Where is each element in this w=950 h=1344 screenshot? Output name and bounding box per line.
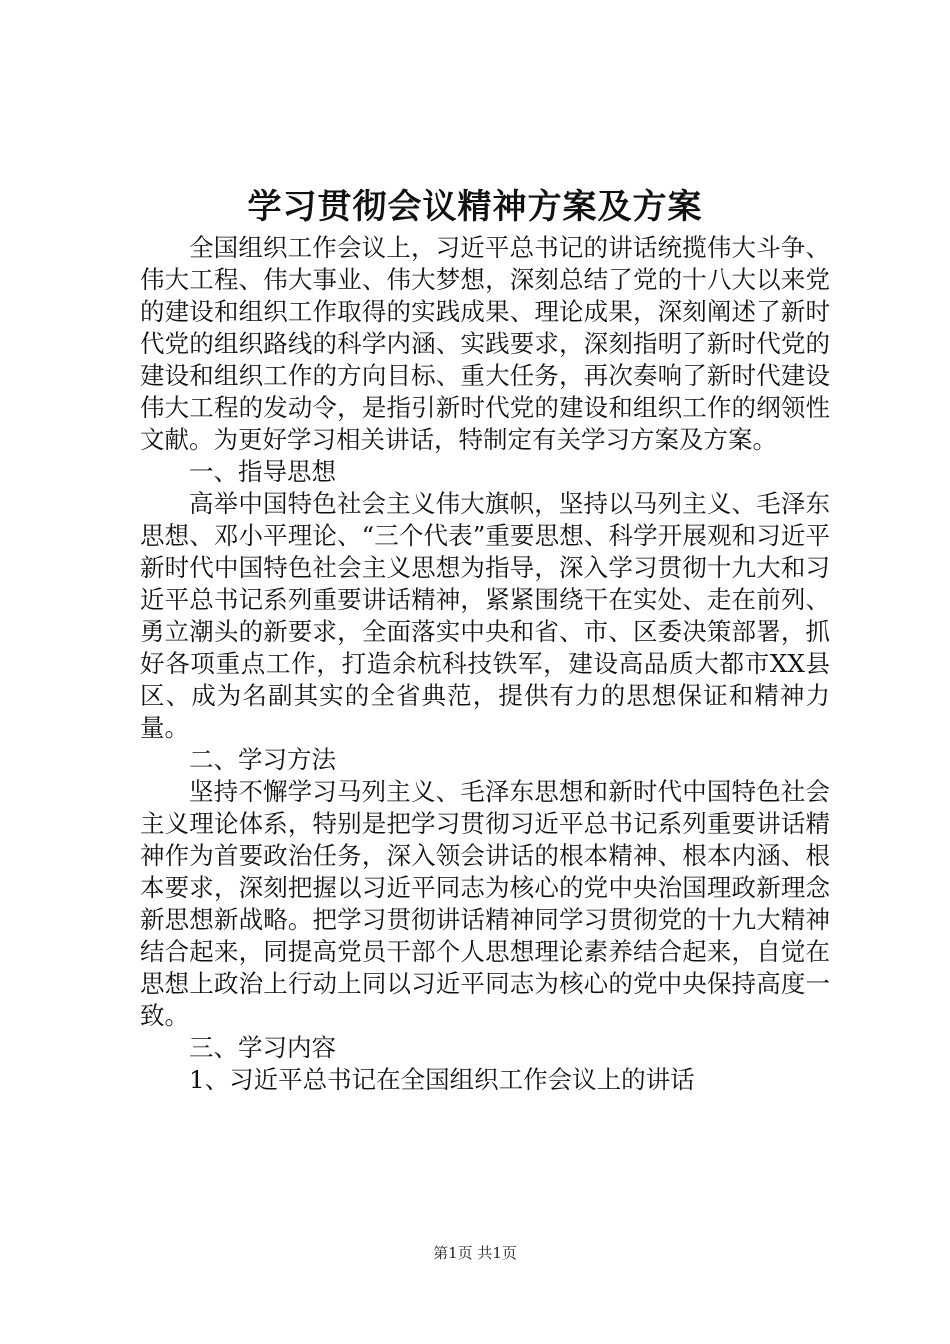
section-heading-guiding-ideology: 一、指导思想 [189,457,336,486]
study-method-paragraph: 坚持不懈学习马列主义、毛泽东思想和新时代中国特色社会主义理论体系，特别是把学习贯彻习近平总书记系列重要讲话精神作为首要政治任务，深入领会讲话的根本精神、根本内涵、根本要求，深刻把握以习近平同志为核心的党中央治国理政新理念新思想新战略。把学习贯彻讲话精神同学习贯彻党的十九大精神结合起来，同提高党员干部个人思想理论素养结合起来，自觉在思想上政治上行动上同以习近平同志为核心的党中央保持高度一致。 [140,777,830,1030]
page-footer: 第1页 共1页 [433,1244,517,1262]
document-title: 学习贯彻会议精神方案及方案 [247,187,703,227]
study-content-item-1: 1、习近平总书记在全国组织工作会议上的讲话 [189,1065,695,1094]
intro-paragraph: 全国组织工作会议上，习近平总书记的讲话统揽伟大斗争、伟大工程、伟大事业、伟大梦想，深刻总结了党的十八大以来党的建设和组织工作取得的实践成果、理论成果，深刻阐述了新时代党的组织路线的科学内涵、实践要求，深刻指明了新时代党的建设和组织工作的方向目标、重大任务，再次奏响了新时代建设伟大工程的发动令，是指引新时代党的建设和组织工作的纲领性文献。为更好学习相关讲话，特制定有关学习方案及方案。 [140,233,830,454]
section-heading-study-method: 二、学习方法 [189,745,336,774]
section-heading-study-content: 三、学习内容 [189,1033,336,1062]
document-body [140,232,830,1096]
guiding-ideology-paragraph: 高举中国特色社会主义伟大旗帜，坚持以马列主义、毛泽东思想、邓小平理论、“三个代表”重要思想、科学开展观和习近平新时代中国特色社会主义思想为指导，深入学习贯彻十九大和习近平总书记系列重要讲话精神，紧紧围绕干在实处、走在前列、勇立潮头的新要求，全面落实中央和省、市、区委决策部署，抓好各项重点工作，打造余杭科技铁军，建设高品质大都市XX县区、成为名副其实的全省典范，提供有力的思想保证和精神力量。 [140,489,830,742]
